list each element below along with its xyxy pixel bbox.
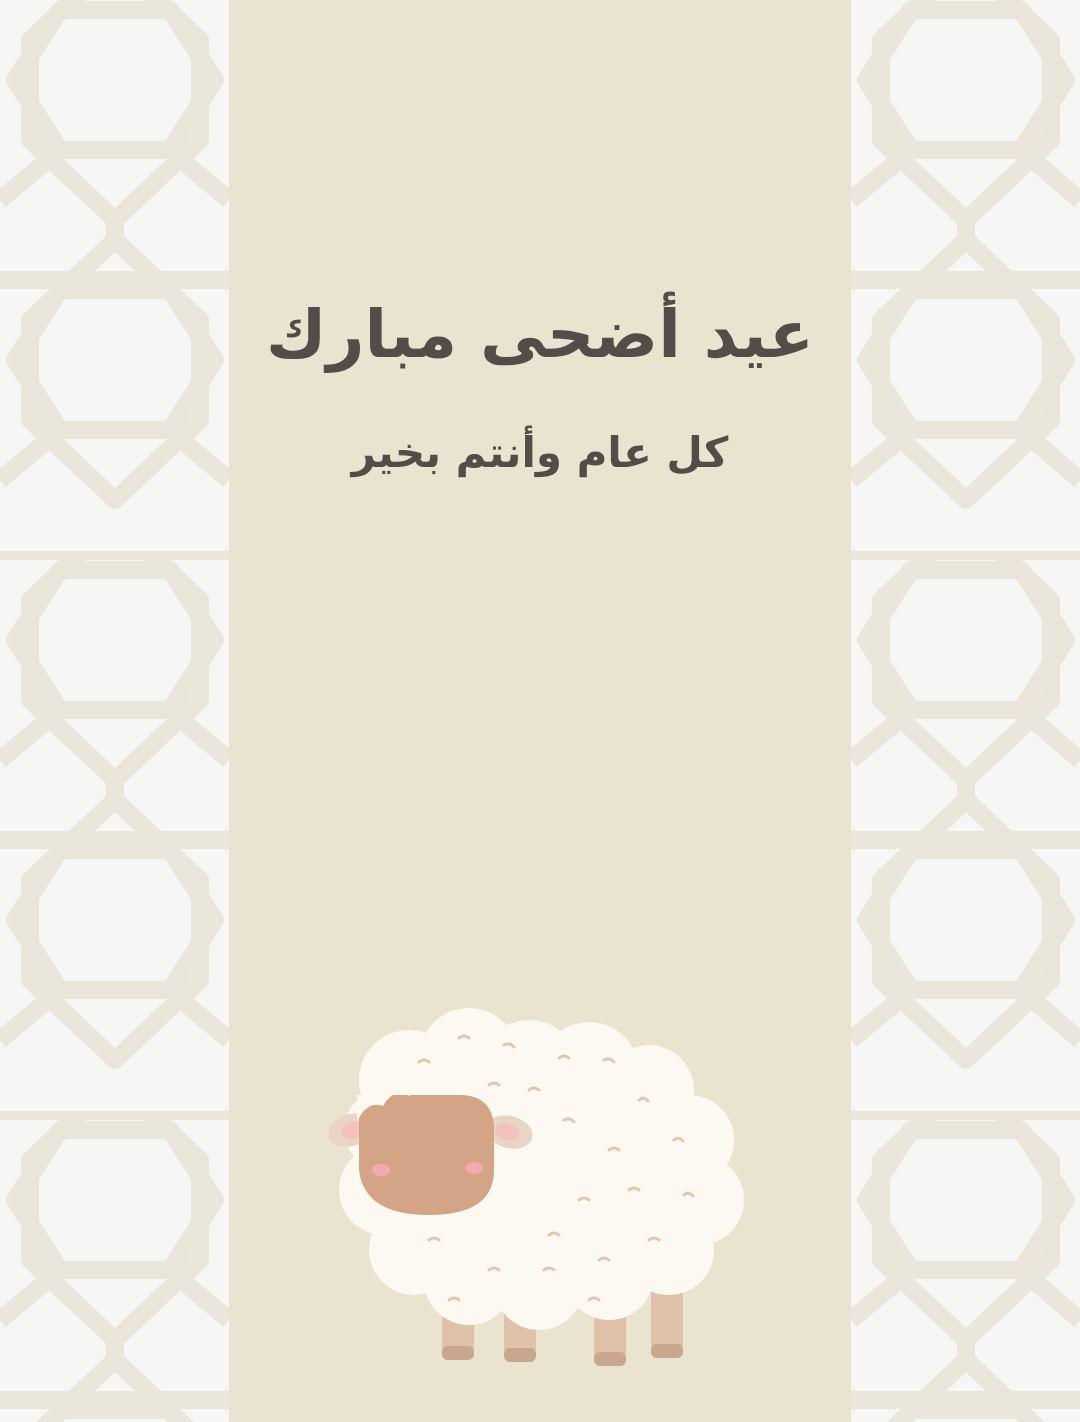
geometric-pattern-right xyxy=(851,0,1080,1422)
right-pattern-panel xyxy=(851,0,1080,1422)
sheep-illustration xyxy=(329,1000,749,1380)
greeting-panel xyxy=(229,0,851,1422)
sheep-face xyxy=(357,1084,494,1215)
greeting-title: عيد أضحى مبارك xyxy=(266,296,814,373)
geometric-pattern-left xyxy=(0,0,229,1422)
greeting-subtitle: كل عام وأنتم بخير xyxy=(351,428,729,477)
left-pattern-panel xyxy=(0,0,229,1422)
sheep-icon xyxy=(329,1000,749,1380)
